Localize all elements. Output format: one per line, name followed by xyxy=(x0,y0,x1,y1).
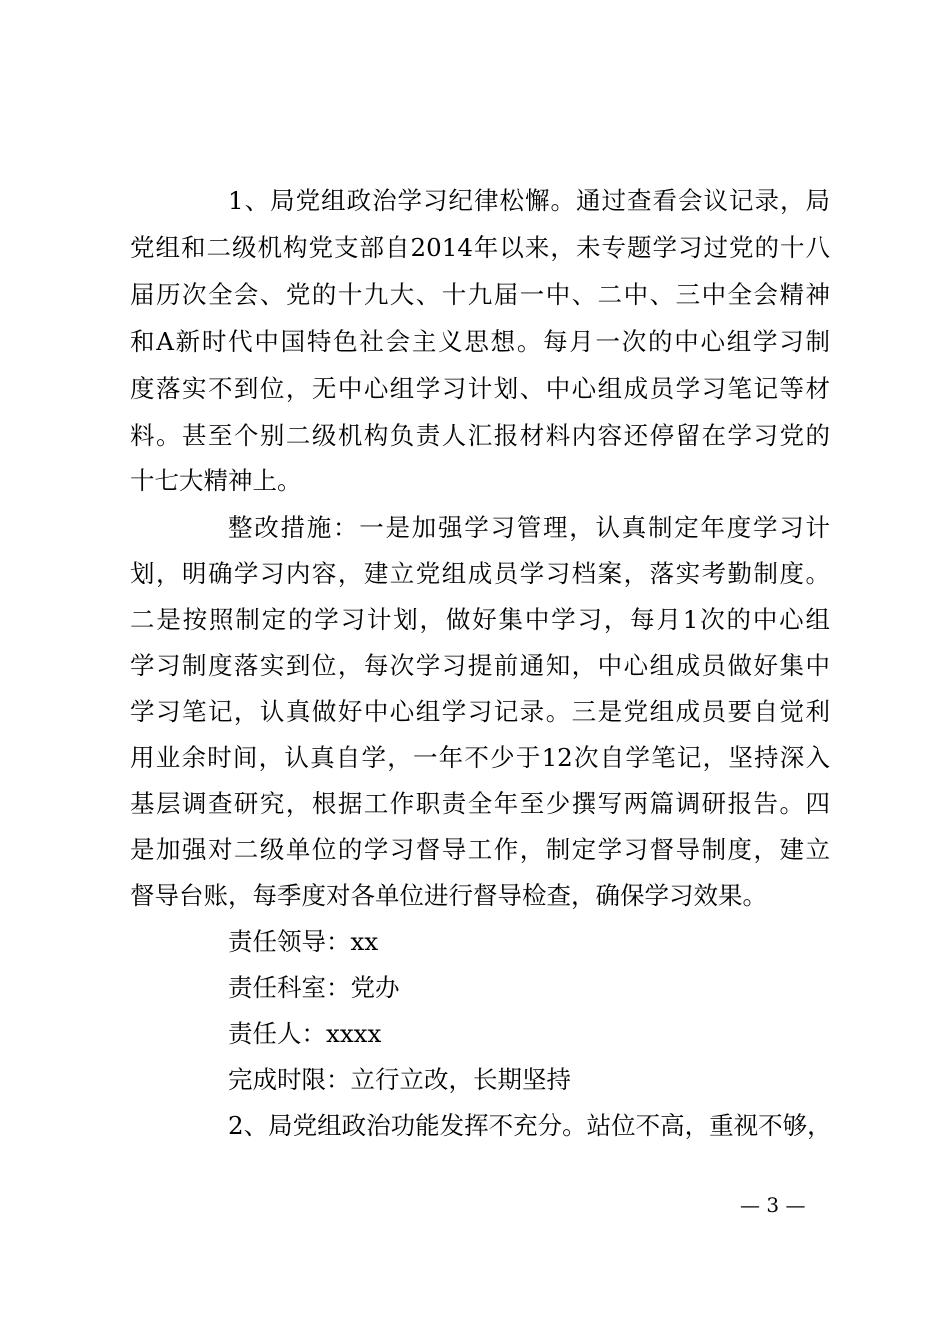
completion-deadline: 完成时限：立行立改，长期坚持 xyxy=(228,1065,571,1094)
responsible-leader: 责任领导：xx xyxy=(228,927,379,956)
paragraph-1-line-3: 届历次全会、党的十九大、十九届一中、二中、三中全会精神 xyxy=(130,280,830,309)
paragraph-2-line-7: 基层调查研究，根据工作职责全年至少撰写两篇调研报告。四 xyxy=(130,789,830,818)
paragraph-2-line-8: 是加强对二级单位的学习督导工作，制定学习督导制度，建立 xyxy=(130,835,830,864)
paragraph-2-line-3: 二是按照制定的学习计划，做好集中学习，每月1次的中心组 xyxy=(130,605,830,634)
paragraph-2-line-4: 学习制度落实到位，每次学习提前通知，中心组成员做好集中 xyxy=(130,651,830,680)
paragraph-1-line-5: 度落实不到位，无中心组学习计划、中心组成员学习笔记等材 xyxy=(130,374,830,403)
responsible-person: 责任人：xxxx xyxy=(228,1019,382,1048)
paragraph-1-line-1: 1、局党组政治学习纪律松懈。通过查看会议记录，局 xyxy=(228,186,830,215)
paragraph-2-line-9: 督导台账，每季度对各单位进行督导检查，确保学习效果。 xyxy=(130,881,767,910)
paragraph-2-line-5: 学习笔记，认真做好中心组学习记录。三是党组成员要自觉利 xyxy=(130,697,830,726)
paragraph-1-line-6: 料。甚至个别二级机构负责人汇报材料内容还停留在学习党的 xyxy=(130,421,830,450)
responsible-office: 责任科室：党办 xyxy=(228,973,400,1002)
paragraph-2-line-2: 划，明确学习内容，建立党组成员学习档案，落实考勤制度。 xyxy=(130,559,830,588)
paragraph-3-line-1: 2、局党组政治功能发挥不充分。站位不高，重视不够， xyxy=(228,1111,832,1140)
paragraph-1-line-7: 十七大精神上。 xyxy=(130,466,302,495)
paragraph-1-line-2: 党组和二级机构党支部自2014年以来，未专题学习过党的十八 xyxy=(130,233,830,262)
page-number: — 3 — xyxy=(740,1193,806,1217)
paragraph-1-line-4: 和A新时代中国特色社会主义思想。每月一次的中心组学习制 xyxy=(130,327,830,356)
paragraph-2-line-6: 用业余时间，认真自学，一年不少于12次自学笔记，坚持深入 xyxy=(130,743,830,772)
paragraph-2-line-1: 整改措施：一是加强学习管理，认真制定年度学习计 xyxy=(228,513,830,542)
